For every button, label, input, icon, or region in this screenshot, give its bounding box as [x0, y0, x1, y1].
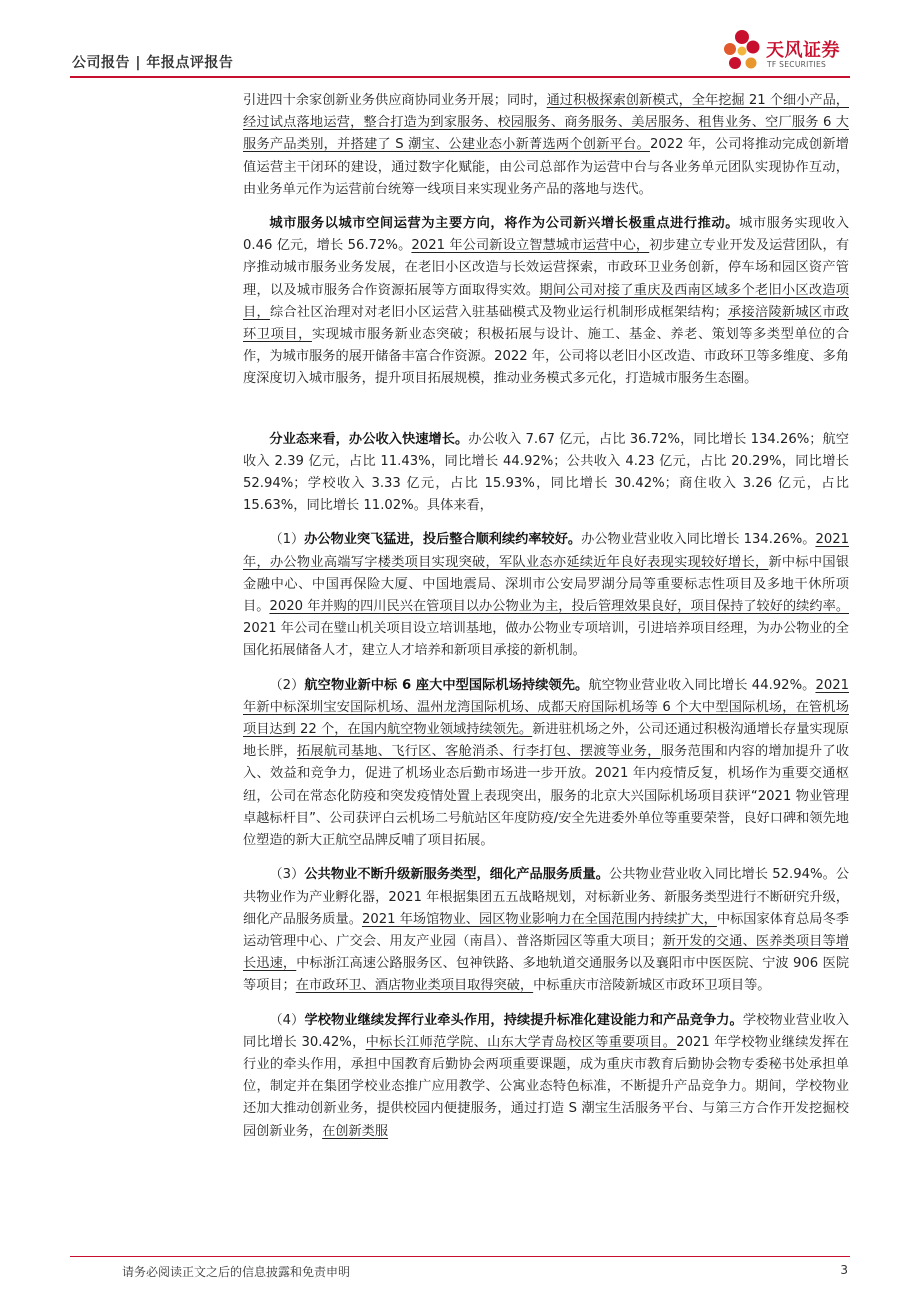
report-body [243, 90, 849, 1143]
page-header [0, 0, 920, 82]
paragraph-office-property: （1）办公物业突飞猛进，投后整合顺利续约率较好。办公物业营业收入同比增长 134.26%。2021 年，办公物业高端写字楼类项目实现突破，军队业态亦延续近年良好表现实现较好增长，新中标中国银金融中心、中国再保险大厦、中国地震局、深圳市公安局罗湖分局等重要标志性项目及多地干休所项目。2020 年并购的四川民兴在管项目以办公物业为主，投后管理效果良好，项目保持了较好的续约率。2021 年公司在璧山机关项目设立培训基地，做办公物业专项培训，引进培养项目经理，为办公物业的全国化拓展储备人才，建立人才培养和新项目承接的新机制。 [243, 532, 850, 659]
footer-divider [70, 1256, 850, 1257]
tf-securities-logo [722, 28, 852, 76]
footer-disclaimer: 请务必阅读正文之后的信息披露和免责申明 [122, 1265, 351, 1279]
paragraph-public-property: （3）公共物业不断升级新服务类型，细化产品服务质量。公共物业营业收入同比增长 52.94%。公共物业作为产业孵化器，2021 年根据集团五五战略规划，对标新业务、新服务类型进行不断研究升级，细化产品服务质量。2021 年场馆物业、园区物业影响力在全国范围内持续扩大，中标国家体育总局冬季运动管理中心、广交会、用友产业园（南昌）、普洛斯园区等重大项目；新开发的交通、医养类项目等增长迅速，中标浙江高速公路服务区、包神铁路、多地轨道交通服务以及襄阳市中医医院、宁波 906 医院等项目；在市政环卫、酒店物业类项目取得突破，中标重庆市涪陵新城区市政环卫项目等。 [243, 867, 850, 994]
report-type-label: 公司报告 | 年报点评报告 [72, 55, 234, 71]
logo-english-name: TF SECURITIES [767, 60, 827, 69]
page-number: 3 [840, 1263, 848, 1277]
logo-chinese-name: 天风证券 [766, 40, 840, 61]
paragraph-innovation: 引进四十余家创新业务供应商协同业务开展；同时，通过积极探索创新模式，全年挖掘 21 个细小产品，经过试点落地运营，整合打造为到家服务、校园服务、商务服务、美居服务、租售业务、空厂服务 6 大服务产品类别，并搭建了 S 潮宝、公建业态小新菁选两个创新平台。2022 年，公司将推动完成创新增值运营主干闭环的建设，通过数字化赋能，由公司总部作为运营中台与各业务单元团队实现协作互动，由业务单元作为运营前台统筹一线项目来实现业务产品的落地与迭代。 [243, 93, 849, 197]
paragraph-segments-overview: 分业态来看，办公收入快速增长。办公收入 7.67 亿元，占比 36.72%，同比增长 134.26%；航空收入 2.39 亿元，占比 11.43%，同比增长 44.92%；公共收入 4.23 亿元，占比 20.29%，同比增长 52.94%；学校收入 3.33 亿元，占比 15.93%，同比增长 30.42%；商住收入 3.26 亿元，占比 15.63%，同比增长 11.02%。具体来看， [243, 431, 849, 514]
paragraph-aviation-property: （2）航空物业新中标 6 座大中型国际机场持续领先。航空物业营业收入同比增长 44.92%。2021 年新中标深圳宝安国际机场、温州龙湾国际机场、成都天府国际机场等 6 个大中型国际机场，在管机场项目达到 22 个，在国内航空物业领域持续领先。新进驻机场之外，公司还通过积极沟通增长存量实现原地长胖，拓展航司基地、飞行区、客舱消杀、行李打包、摆渡等业务，服务范围和内容的增加提升了收入、效益和竞争力，促进了机场业态后勤市场进一步开放。2021 年内疫情反复，机场作为重要交通枢纽，公司在常态化防疫和突发疫情处置上表现突出，服务的北京大兴国际机场项目获评“2021 物业管理卓越标杆目”、公司获评白云机场二号航站区年度防疫/安全先进委外单位等重要荣誉，良好口碑和领先地位塑造的新大正航空品牌反哺了项目拓展。 [243, 677, 850, 849]
paragraph-city-services: 城市服务以城市空间运营为主要方向，将作为公司新兴增长极重点进行推动。城市服务实现收入 0.46 亿元，增长 56.72%。2021 年公司新设立智慧城市运营中心，初步建立专业开发及运营团队，有序推动城市服务业务发展，在老旧小区改造与长效运营探索，市政环卫业务创新，停车场和园区资产管理，以及城市服务合作资源拓展等方面取得实效。期间公司对接了重庆及西南区域多个老旧小区改造项目，综合社区治理对对老旧小区运营入驻基础模式及物业运行机制形成框架结构；承接涪陵新城区市政环卫项目，实现城市服务新业态突破；积极拓展与设计、施工、基金、养老、策划等多类型单位的合作，为城市服务的展开储备丰富合作资源。2022 年，公司将以老旧小区改造、市政环卫等多维度、多角度深度切入城市服务，提升项目拓展规模，推动业务模式多元化，打造城市服务生态圈。 [243, 216, 850, 387]
flower-logo-icon [722, 28, 762, 74]
paragraph-school-property: （4）学校物业继续发挥行业牵头作用，持续提升标准化建设能力和产品竞争力。学校物业营业收入同比增长 30.42%，中标长江师范学院、山东大学青岛校区等重要项目。2021 年学校物业继续发挥在行业的牵头作用，承担中国教育后勤协会两项重要课题，成为重庆市教育后勤协会物专委秘书处承担单位，制定并在集团学校业态推广应用教学、公寓业态特色标准，不断提升产品竞争力。期间，学校物业还加大推动创新业务，提供校园内便捷服务，通过打造 S 潮宝生活服务平台、与第三方合作开发挖掘校园创新业务，在创新类服 [243, 1012, 850, 1139]
header-divider [70, 76, 850, 78]
